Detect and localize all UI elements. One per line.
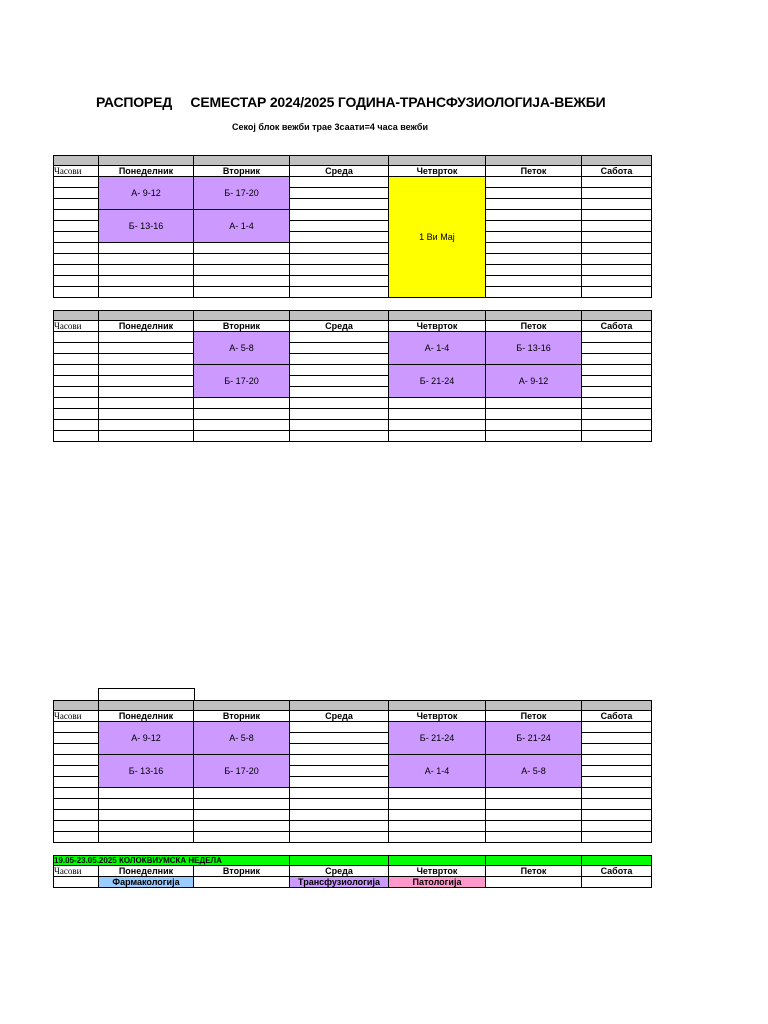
table-header-row [54, 166, 652, 177]
table-row [54, 177, 652, 188]
col-header-saturday: Сабота [582, 166, 652, 177]
schedule-table-1 [53, 155, 652, 298]
colloquium-table [53, 855, 652, 888]
table-row [54, 832, 652, 843]
class-block: А- 5-8 [194, 332, 290, 365]
col-header-wednesday: Среда [290, 321, 389, 332]
table-row [54, 810, 652, 821]
table-gray-row [54, 701, 652, 711]
page-subtitle: Секој блок вежби трае 3саати=4 часа вежби [232, 122, 428, 132]
col-header-tuesday: Вторник [194, 166, 290, 177]
table-row [54, 755, 652, 766]
col-header-thursday: Четврток [389, 166, 486, 177]
table-row [54, 877, 652, 888]
col-header-wednesday: Среда [290, 866, 389, 877]
table-row [54, 821, 652, 832]
holiday-block: 1 Ви Мај [389, 177, 486, 298]
table-row [54, 799, 652, 810]
table-row [54, 788, 652, 799]
col-header-tuesday: Вторник [194, 321, 290, 332]
col-header-tuesday: Вторник [194, 866, 290, 877]
col-header-wednesday: Среда [290, 711, 389, 722]
col-header-saturday: Сабота [582, 866, 652, 877]
table-row [54, 332, 652, 343]
class-block: Б- 13-16 [99, 755, 194, 788]
col-header-friday: Петок [486, 321, 582, 332]
class-block: А- 5-8 [194, 722, 290, 755]
table-row [54, 287, 652, 298]
class-block: Б- 13-16 [99, 210, 194, 243]
class-block: А- 1-4 [194, 210, 290, 243]
class-block: А- 9-12 [99, 722, 194, 755]
col-header-friday: Петок [486, 711, 582, 722]
class-block: А- 9-12 [486, 365, 582, 398]
col-header-friday: Петок [486, 866, 582, 877]
page-title: РАСПОРЕД СЕМЕСТАР 2024/2025 ГОДИНА-ТРАНСФУЗИОЛОГИЈА-ВЕЖБИ [96, 94, 606, 110]
col-header-saturday: Сабота [582, 711, 652, 722]
table-row [54, 265, 652, 276]
table-header-row [54, 321, 652, 332]
col-header-saturday: Сабота [582, 321, 652, 332]
col-header-thursday: Четврток [389, 711, 486, 722]
table-row [54, 398, 652, 409]
table-gray-row [54, 311, 652, 321]
col-header-hours: Часови [54, 321, 99, 332]
table-row [54, 254, 652, 265]
col-header-monday: Понеделник [99, 166, 194, 177]
colloquium-banner-row [54, 856, 652, 866]
class-block: Б- 17-20 [194, 755, 290, 788]
exam-pathology: Патологија [389, 877, 486, 888]
exam-pharmacology: Фармакологија [99, 877, 194, 888]
col-header-thursday: Четврток [389, 321, 486, 332]
class-block: Б- 13-16 [486, 332, 582, 365]
col-header-wednesday: Среда [290, 166, 389, 177]
class-block: Б- 17-20 [194, 365, 290, 398]
col-header-monday: Понеделник [99, 711, 194, 722]
class-block: Б- 21-24 [389, 722, 486, 755]
table-row [54, 409, 652, 420]
class-block: Б- 17-20 [194, 177, 290, 210]
col-header-monday: Понеделник [99, 866, 194, 877]
colloquium-banner: 19.05-23.05.2025 КОЛОКВИУМСКА НЕДЕЛА [54, 856, 290, 866]
class-block: Б- 21-24 [389, 365, 486, 398]
class-block: А- 9-12 [99, 177, 194, 210]
exam-transfusiology: Трансфузиологија [290, 877, 389, 888]
class-block: А- 1-4 [389, 755, 486, 788]
table-gray-row [54, 156, 652, 166]
schedule-table-3 [53, 700, 652, 843]
table-row [54, 210, 652, 221]
table-row [54, 420, 652, 431]
col-header-hours: Часови [54, 711, 99, 722]
table-header-row [54, 866, 652, 877]
schedule-table-2 [53, 310, 652, 442]
table-row [54, 431, 652, 442]
class-block: Б- 21-24 [486, 722, 582, 755]
col-header-friday: Петок [486, 166, 582, 177]
table-row [54, 243, 652, 254]
table-row [54, 722, 652, 733]
class-block: А- 1-4 [389, 332, 486, 365]
table-row [54, 276, 652, 287]
table-header-row [54, 711, 652, 722]
col-header-hours: Часови [54, 866, 99, 877]
col-header-monday: Понеделник [99, 321, 194, 332]
col-header-tuesday: Вторник [194, 711, 290, 722]
col-header-hours: Часови [54, 166, 99, 177]
col-header-thursday: Четврток [389, 866, 486, 877]
table-row [54, 365, 652, 376]
class-block: А- 5-8 [486, 755, 582, 788]
